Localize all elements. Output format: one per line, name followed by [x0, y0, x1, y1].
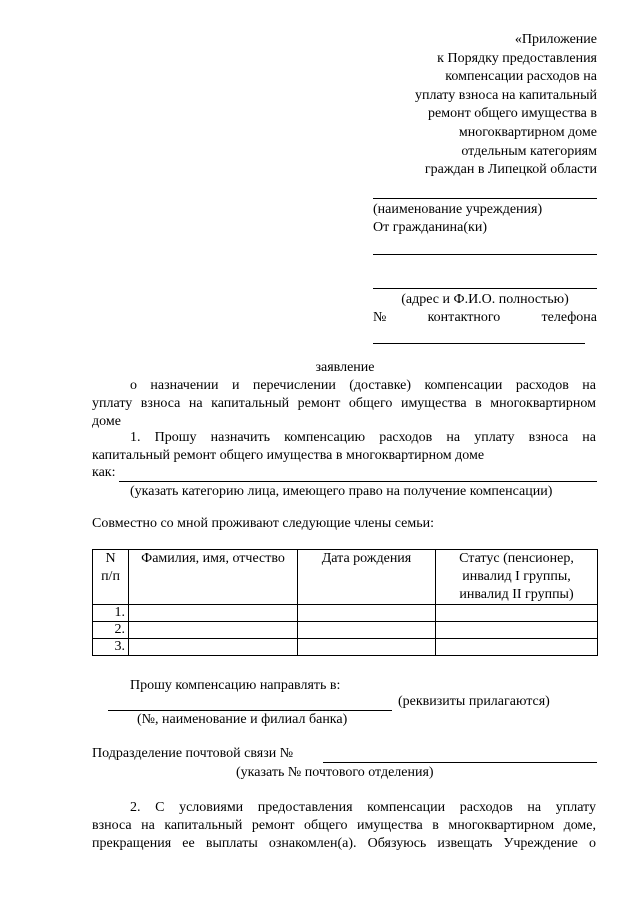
- appendix-line: ремонт общего имущества в: [428, 106, 597, 122]
- appendix-line: уплату взноса на капитальный: [414, 87, 597, 103]
- institution-caption: (наименование учреждения): [373, 202, 543, 217]
- family-table: [92, 549, 598, 656]
- status-cell[interactable]: [436, 605, 598, 622]
- appendix-line: «Приложение: [514, 32, 597, 47]
- appendix-line: граждан в Липецкой области: [424, 162, 597, 178]
- category-fill-line[interactable]: [119, 481, 597, 482]
- family-intro: Совместно со мной проживают следующие члены семьи:: [92, 516, 435, 531]
- header-text: N: [105, 551, 116, 566]
- header-text: инвалид II группы): [459, 587, 574, 602]
- table-row: [93, 605, 598, 622]
- institution-fill-line[interactable]: [373, 198, 597, 199]
- status-cell[interactable]: [436, 639, 598, 656]
- bank-caption: (№, наименование и филиал банка): [137, 712, 348, 727]
- header-cell-status: [436, 550, 598, 605]
- phone-word: контактного: [427, 310, 501, 325]
- subject-line: о назначении и перечислении (доставке) компенсации расходов на: [130, 378, 596, 393]
- item2-line: прекращения ее выплаты ознакомлен(а). Обязуюсь извещать Учреждение о: [92, 836, 596, 851]
- birth-cell[interactable]: [298, 605, 436, 622]
- appendix-line: к Порядку предоставления: [437, 50, 597, 66]
- header-cell-number: [93, 550, 129, 605]
- table-row: [93, 639, 598, 656]
- appendix-header: [297, 31, 597, 180]
- phone-fill-line[interactable]: [373, 343, 585, 344]
- appendix-line: многоквартирном доме: [458, 124, 597, 140]
- header-text: п/п: [101, 569, 120, 584]
- row-number: 1.: [93, 605, 129, 622]
- phone-word: телефона: [541, 310, 597, 325]
- address-caption: (адрес и Ф.И.О. полностью): [401, 292, 569, 307]
- citizen-fill-line-1[interactable]: [373, 254, 597, 255]
- name-cell[interactable]: [129, 622, 298, 639]
- post-office-label: Подразделение почтовой связи №: [92, 746, 294, 761]
- appendix-line: отдельным категориям: [461, 143, 597, 159]
- status-cell[interactable]: [436, 622, 598, 639]
- post-office-caption: (указать № почтового отделения): [236, 765, 434, 780]
- item1-line: капитальный ремонт общего имущества в многоквартирном доме: [92, 448, 485, 463]
- item2-line: взноса на капитальный ремонт общего имущества в многоквартирном доме,: [92, 818, 596, 833]
- header-cell-name: [129, 550, 298, 605]
- post-office-fill-line[interactable]: [323, 762, 597, 763]
- name-cell[interactable]: [129, 639, 298, 656]
- header-text: Дата рождения: [321, 551, 412, 566]
- name-cell[interactable]: [129, 605, 298, 622]
- from-citizen-label: От гражданина(ки): [373, 220, 488, 235]
- document-title: заявление: [315, 360, 375, 375]
- table-row: [93, 622, 598, 639]
- row-number: 3.: [93, 639, 129, 656]
- header-text: инвалид I группы,: [462, 569, 571, 584]
- phone-no: №: [373, 310, 387, 325]
- header-text: Фамилия, имя, отчество: [141, 551, 285, 566]
- row-number: 2.: [93, 622, 129, 639]
- item2-line: 2. С условиями предоставления компенсации расходов на уплату: [130, 800, 596, 815]
- subject-line: доме: [92, 414, 121, 429]
- category-caption: (указать категорию лица, имеющего право на получение компенсации): [130, 484, 553, 499]
- table-header-row: [93, 550, 598, 605]
- item1-line: 1. Прошу назначить компенсацию расходов на уплату взноса на: [130, 430, 596, 445]
- header-cell-birth: [298, 550, 436, 605]
- subject-line: уплату взноса на капитальный ремонт общего имущества в многоквартирном: [92, 396, 596, 411]
- header-text: Статус (пенсионер,: [459, 551, 574, 566]
- birth-cell[interactable]: [298, 622, 436, 639]
- bank-fill-line[interactable]: [108, 710, 392, 711]
- citizen-fill-line-2[interactable]: [373, 288, 597, 289]
- payment-direction-label: Прошу компенсацию направлять в:: [130, 678, 341, 693]
- appendix-line: компенсации расходов на: [445, 69, 597, 85]
- phone-label: [373, 310, 597, 326]
- item1-as-label: как:: [92, 465, 116, 480]
- details-attached-note: (реквизиты прилагаются): [398, 694, 550, 709]
- birth-cell[interactable]: [298, 639, 436, 656]
